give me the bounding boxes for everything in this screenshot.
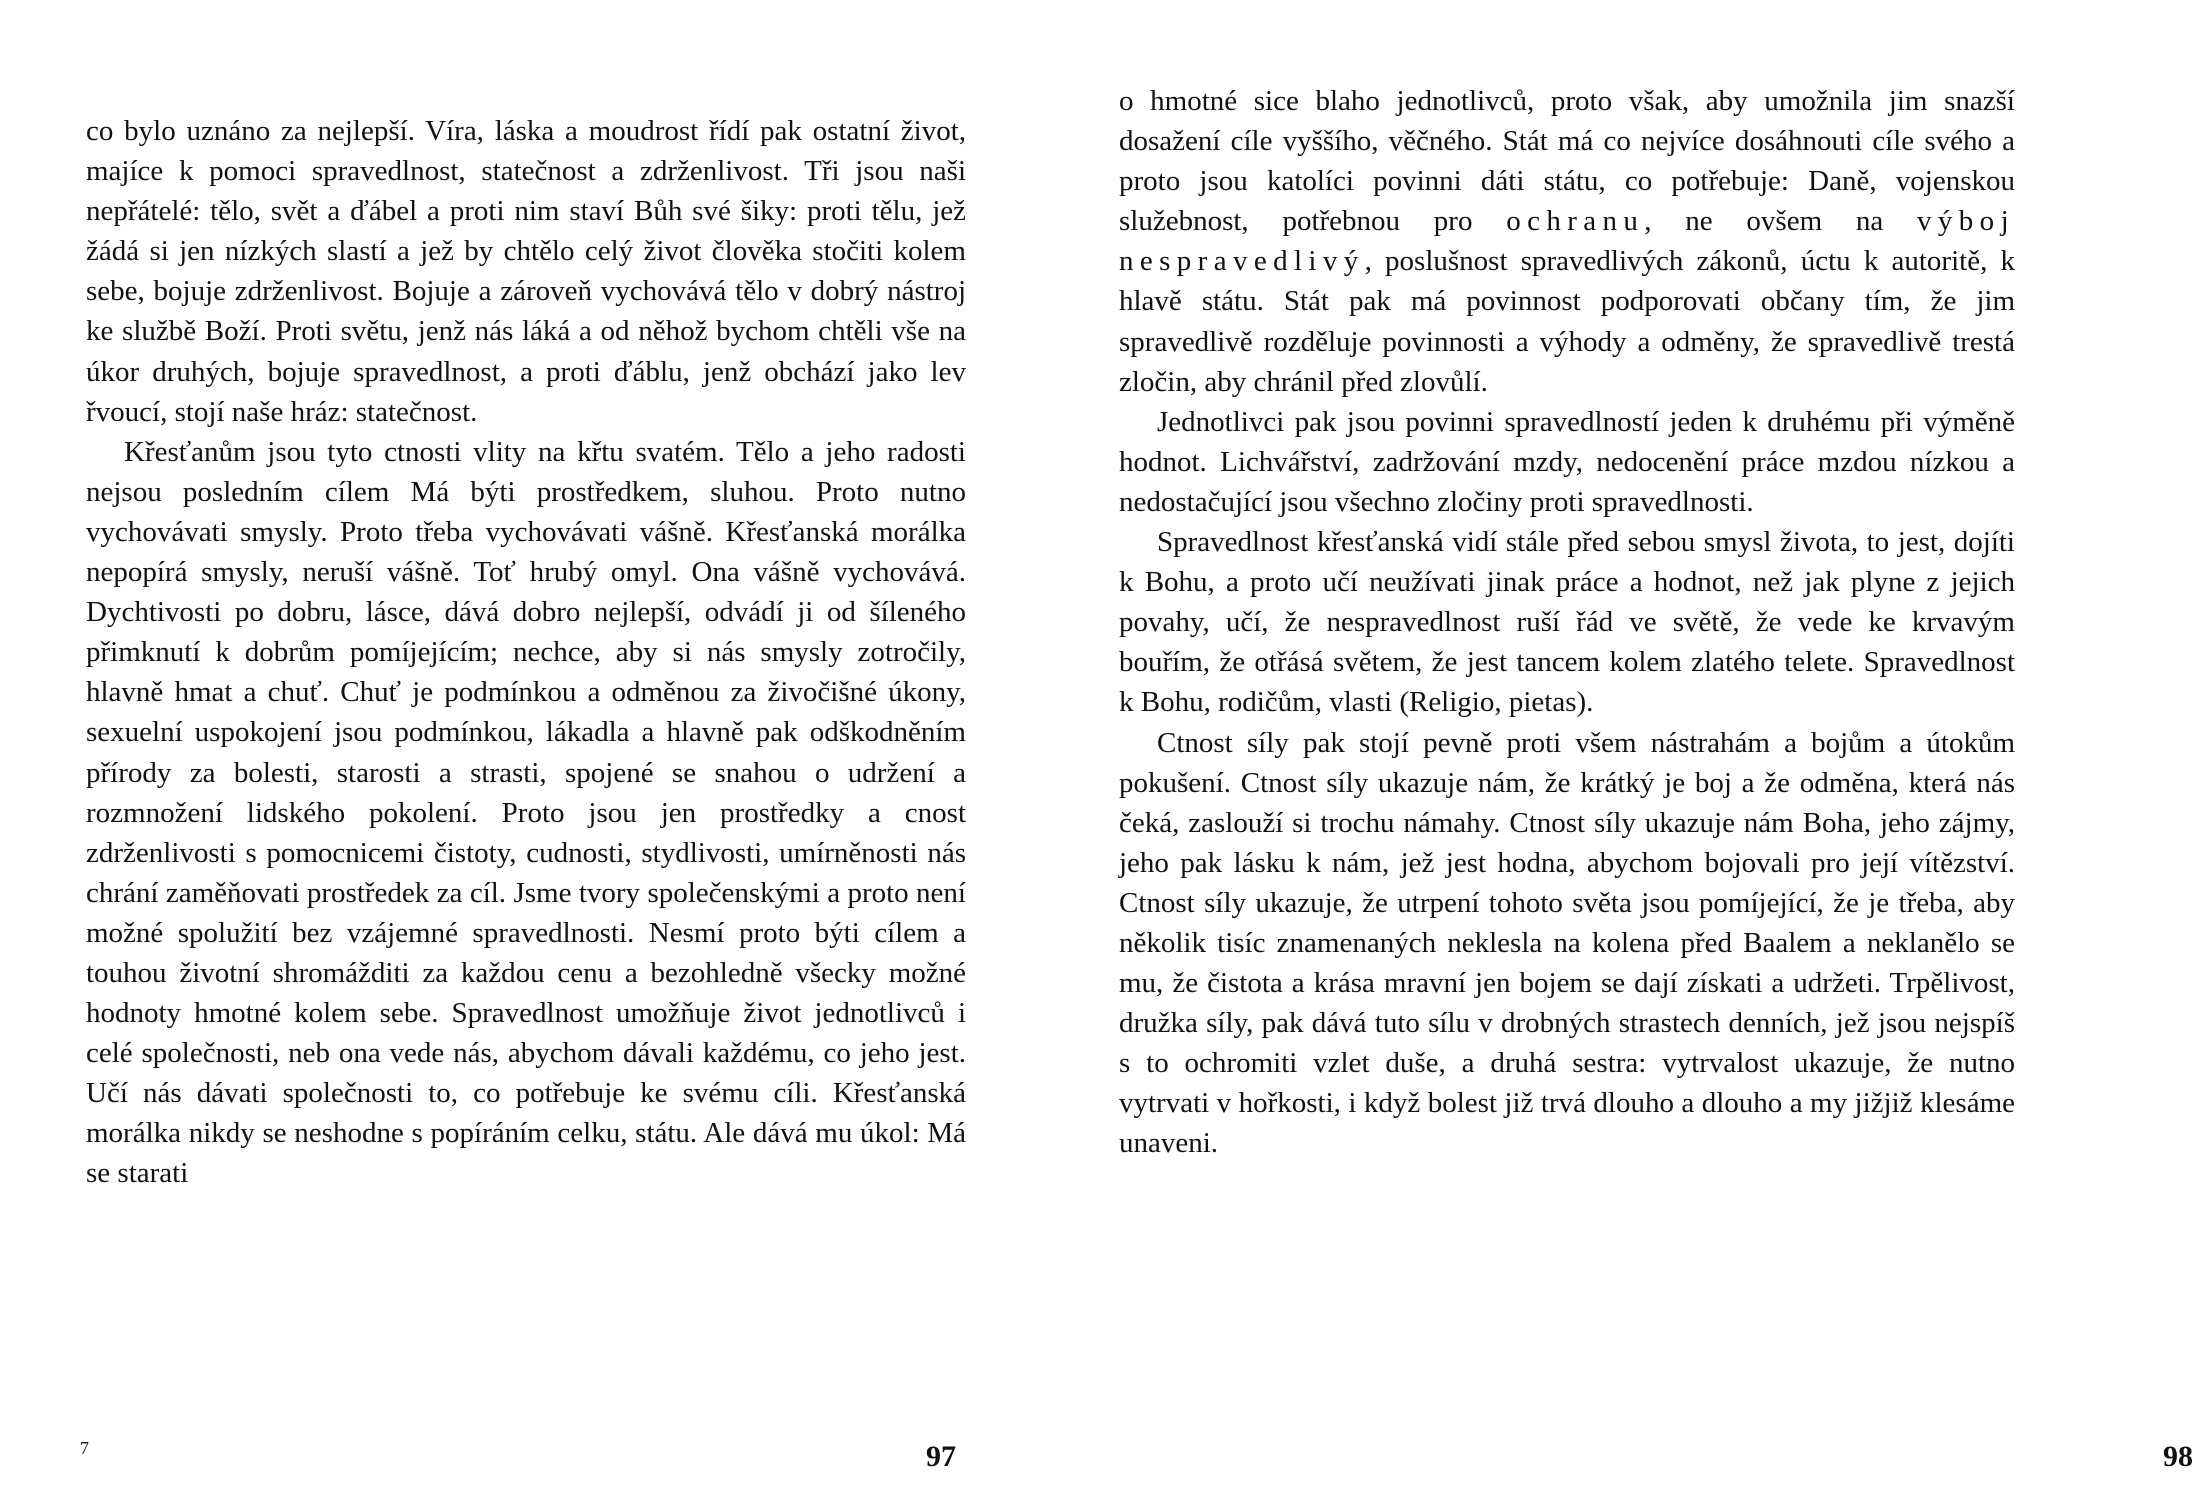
page-number-right: 98 [2163,1440,2193,1473]
spaced-emphasis-vyboj: výboj nespravedlivý [1119,205,2016,278]
spaced-emphasis-ochranu: ochranu [1506,205,1645,238]
right-page-text [1119,81,2015,1164]
left-page [0,0,1043,1500]
signature-mark: 7 [80,1438,89,1458]
right-paragraph-1 [1119,81,2015,402]
right-paragraph-4: Ctnost síly pak stojí pevně proti všem nástrahám a bojům a útokům pokušení. Ctnost síly ukazuje nám, že krátký je boj a že odměna, která nás čeká, zaslouží si trochu námahy. Ctnost síly ukazuje nám Boha, jeho zájmy, jeho pak lásku k nám, jež jest hodna, abychom bojovali pro její vítězství. Ctnost síly ukazuje, že utrpení tohoto světa jsou pomíjející, že je třeba, aby několik tisíc znamenaných neklesla na kolena před Baalem a neklanělo se mu, že čistota a krása mravní jen bojem se dají získati a udržeti. Trpělivost, družka síly, pak dává tuto sílu v drobných strastech denních, jež jsou nejspíš s to ochromiti vzlet duše, a druhá sestra: vytrvalost ukazuje, že nutno vytrvati v hořkosti, i když bolest již trvá dlouho a dlouho a my jižjiž klesáme unaveni. [1119,726,2015,1160]
right-paragraph-2: Jednotlivci pak jsou povinni spravedlností jeden k druhému při výměně hodnot. Lichvářství, zadržování mzdy, nedocenění práce mzdou nízkou a nedostačující jsou všechno zločiny proti spravedlnosti. [1119,405,2015,518]
page-number-left: 97 [926,1440,956,1473]
right-paragraph-1-part1: o hmotné sice blaho jednotlivců, proto však, aby umožnila jim snazší dosažení cíle vyššího, věčného. Stát má co nejvíce dosáhnouti cíle svého a proto jsou katolíci povinni dáti státu, co potřebuje: Daně, vojenskou služebnost, potřebnou pro [1119,85,2015,238]
right-paragraph-1-part2: , ne ovšem na [1644,205,1918,238]
left-page-text [86,111,966,1194]
left-paragraph-2: Křesťanům jsou tyto ctnosti vlity na křtu svatém. Tělo a jeho radosti nejsou posledním cílem Má býti prostředkem, sluhou. Proto nutno vychovávati smysly. Proto třeba vychovávati vášně. Křesťanská morálka nepopírá smysly, neruší vášně. Toť hrubý omyl. Ona vášně vychovává. Dychtivosti po dobru, lásce, dává dobro nejlepší, odvádí ji od šíleného přimknutí k dobrům pomíjejícím; nechce, aby si nás smysly zotročily, hlavně hmat a chuť. Chuť je podmínkou a odměnou za živočišné úkony, sexuelní uspokojení jsou podmínkou, lákadla a hlavně pak odškodněním přírody za bolesti, starosti a strasti, spojené se snahou o udržení a rozmnožení lidského pokolení. Proto jsou jen prostředky a cnost zdrženlivosti s pomocnicemi čistoty, cudnosti, stydlivosti, umírněnosti nás chrání zaměňovati prostředek za cíl. Jsme tvory společenskými a proto není možné spolužití bez vzájemné spravedlnosti. Nesmí proto býti cílem a touhou životní shromážditi za každou cenu a bezohledně všecky možné hodnoty hmotné kolem sebe. Spravedlnost umožňuje život jednotlivců i celé společnosti, neb ona vede nás, abychom dávali každému, co jeho jest. Učí nás dávati společnosti to, co potřebuje ke svému cíli. Křesťanská morálka nikdy se neshodne s popíráním celku, státu. Ale dává mu úkol: Má se starati [86,435,966,1190]
left-paragraph-1: co bylo uznáno za nejlepší. Víra, láska a moudrost řídí pak ostatní život, majíce k pomoci spravedlnost, statečnost a zdrženlivost. Tři jsou naši nepřátelé: tělo, svět a ďábel a proti nim staví Bůh své šiky: proti tělu, jež žádá si jen nízkých slastí a jež by chtělo celý život člověka stočiti kolem sebe, bojuje zdrženlivost. Bojuje a zároveň vychovává tělo v dobrý nástroj ke službě Boží. Proti světu, jenž nás láká a od něhož bychom chtěli vše na úkor druhých, bojuje spravedlnost, a proti ďáblu, jenž obchází jako lev řvoucí, stojí naše hráz: statečnost. [86,115,966,428]
right-page [1043,0,2193,1500]
right-paragraph-1-part3: , poslušnost spravedlivých zákonů, úctu k autoritě, k hlavě státu. Stát pak má povinnost podporovati občany tím, že jim spravedlivě rozděluje povinnosti a výhody a odměny, že spravedlivě trestá zločin, aby chránil před zlovůlí. [1119,245,2015,398]
right-paragraph-3: Spravedlnost křesťanská vidí stále před sebou smysl života, to jest, dojíti k Bohu, a proto učí neužívati jinak práce a hodnot, než jak plyne z jejich povahy, učí, že nespravedlnost ruší řád ve světě, že vede ke krvavým bouřím, že otřásá světem, že jest tancem kolem zlatého telete. Spravedlnost k Bohu, rodičům, vlasti (Religio, pietas). [1119,526,2015,719]
